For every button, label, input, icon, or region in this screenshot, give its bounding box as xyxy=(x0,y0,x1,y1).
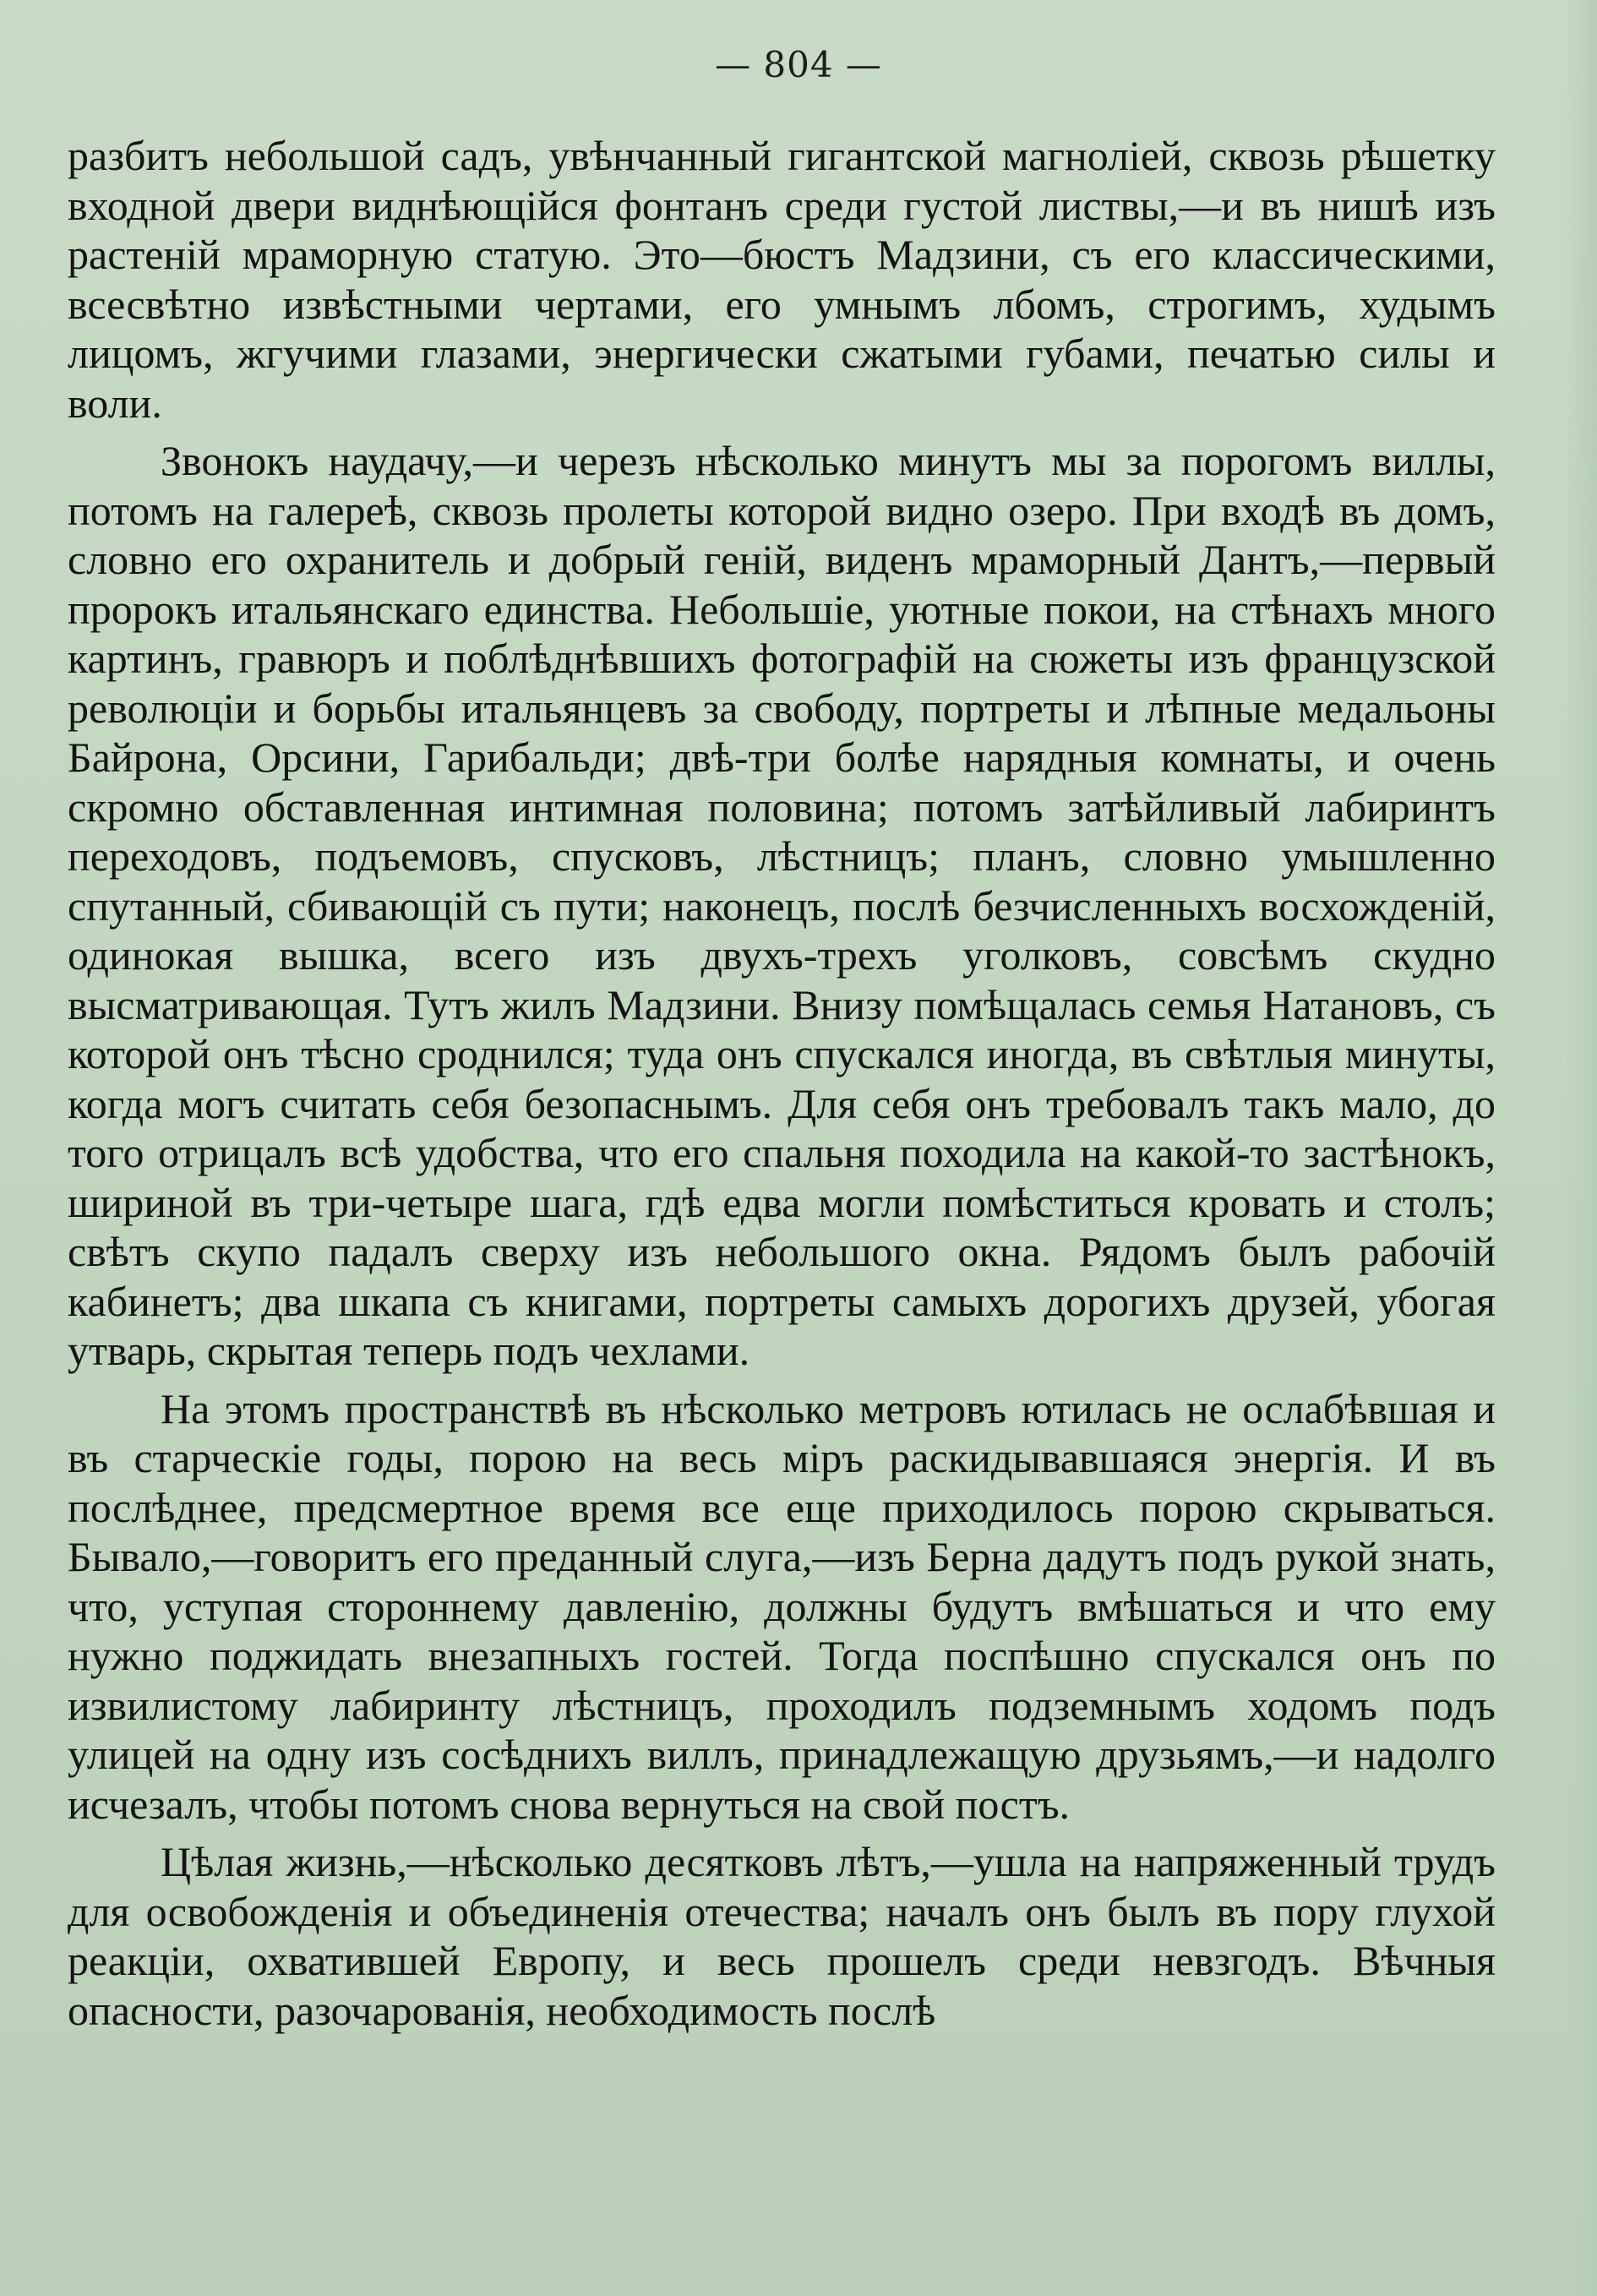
paragraph-2: Звонокъ наудачу,—и черезъ нѣсколько минутъ мы за порогомъ виллы, потомъ на галереѣ, сквозь пролеты которой видно озеро. При входѣ въ домъ, словно его охранитель и добрый геній, виденъ мраморный Дантъ,—первый пророкъ итальянскаго единства. Небольшіе, уютные покои, на стѣнахъ много картинъ, гравюръ и поблѣднѣвшихъ фотографій на сюжеты изъ французской революціи и борьбы итальянцевъ за свободу, портреты и лѣпные медальоны Байрона, Орсини, Гарибальди; двѣ-три болѣе нарядныя комнаты, и очень скромно обставленная интимная половина; потомъ затѣйливый лабиринтъ переходовъ, подъемовъ, спусковъ, лѣстницъ; планъ, словно умышленно спутанный, сбивающій съ пути; наконецъ, послѣ безчисленныхъ восхожденій, одинокая вышка, всего изъ двухъ-трехъ уголковъ, совсѣмъ скудно высматривающая. Тутъ жилъ Мадзини. Внизу помѣщалась семья Натановъ, съ которой онъ тѣсно сроднился; туда онъ спускался иногда, въ свѣтлыя минуты, когда могъ считать себя безопаснымъ. Для себя онъ требовалъ такъ мало, до того отрицалъ всѣ удобства, что его спальня походила на какой-то застѣнокъ, шириной въ три-четыре шага, гдѣ едва могли помѣститься кровать и столъ; свѣтъ скупо падалъ сверху изъ небольшого окна. Рядомъ былъ рабочій кабинетъ; два шкапа съ книгами, портреты самыхъ дорогихъ друзей, убогая утварь, скрытая теперь подъ чехлами. xyxy=(68,437,1496,1374)
body-text xyxy=(68,131,1496,2035)
page-number: — 804 — xyxy=(715,44,882,85)
paragraph-3: На этомъ пространствѣ въ нѣсколько метровъ ютилась не ослабѣвшая и въ старческіе годы, порою на весь міръ раскидывавшаяся энергія. И въ послѣднее, предсмертное время все еще приходилось порою скрываться. Бывало,—говоритъ его преданный слуга,—изъ Берна дадутъ подъ рукой знать, что, уступая стороннему давленію, должны будутъ вмѣшаться и что ему нужно поджидать внезапныхъ гостей. Тогда поспѣшно спускался онъ по извилистому лабиринту лѣстницъ, проходилъ подземнымъ ходомъ подъ улицей на одну изъ сосѣднихъ виллъ, принадлежащую друзьямъ,—и надолго исчезалъ, чтобы потомъ снова вернуться на свой постъ. xyxy=(68,1384,1496,1828)
paragraph-1: разбитъ небольшой садъ, увѣнчанный гигантской магноліей, сквозь рѣшетку входной двери виднѣющійся фонтанъ среди густой листвы,—и въ нишѣ изъ растеній мраморную статую. Это—бюстъ Мадзини, съ его классическими, всесвѣтно извѣстными чертами, его умнымъ лбомъ, строгимъ, худымъ лицомъ, жгучими глазами, энергически сжатыми губами, печатью силы и воли. xyxy=(68,132,1496,427)
page-edge-shadow xyxy=(1563,0,1597,2296)
paragraph-4: Цѣлая жизнь,—нѣсколько десятковъ лѣтъ,—ушла на напряженный трудъ для освобожденія и объединенія отечества; началъ онъ былъ въ пору глухой реакціи, охватившей Европу, и весь прошелъ среди невзгодъ. Вѣчныя опасности, разочарованія, необходимость послѣ xyxy=(68,1838,1496,2034)
